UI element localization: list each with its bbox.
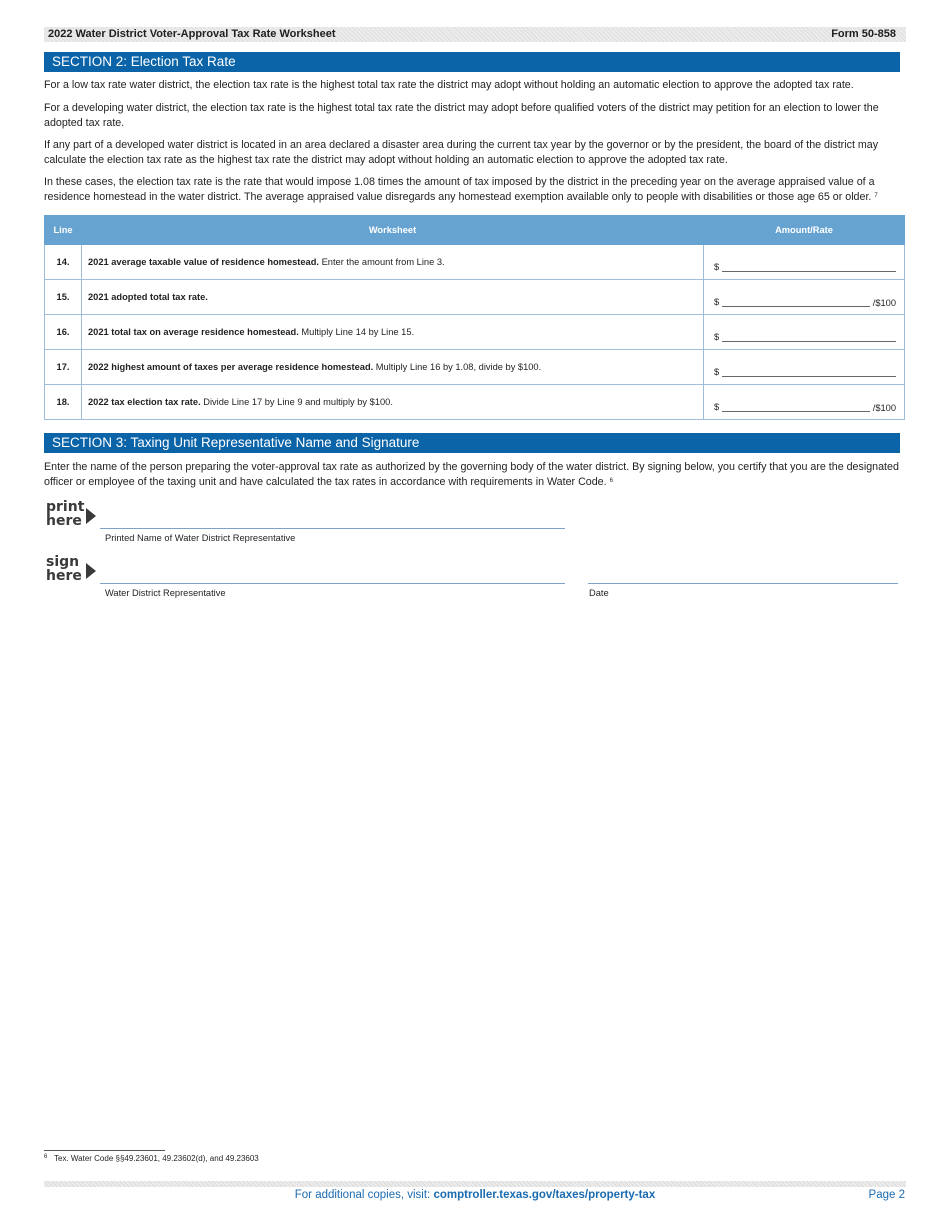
table-row <box>45 315 905 350</box>
header-amount-rate: Amount/Rate <box>704 216 905 245</box>
comptroller-link[interactable]: comptroller.texas.gov/taxes/property-tax <box>433 1189 656 1201</box>
table-row <box>45 280 905 315</box>
footnote-6: 6 Tex. Water Code §§49.23601, 49.23602(d), and 49.23603 <box>44 1154 259 1163</box>
footnote-divider <box>44 1150 165 1151</box>
table-row <box>45 385 905 420</box>
section-2-paragraph-1: For a low tax rate water district, the election tax rate is the highest total tax rate the district may adopt without holding an automatic election to approve the adopted tax rate. <box>44 79 854 91</box>
line-description: 2021 total tax on average residence homestead. Multiply Line 14 by Line 15. <box>82 315 704 350</box>
line-number: 18. <box>45 385 82 420</box>
page-number: Page 2 <box>868 1189 905 1201</box>
arrow-right-icon <box>86 508 96 524</box>
worksheet-table <box>44 215 905 420</box>
amount-field-line-17[interactable]: $ <box>704 350 905 385</box>
line-number: 15. <box>45 280 82 315</box>
table-header-row <box>45 216 905 245</box>
table-row <box>45 350 905 385</box>
printed-name-field[interactable] <box>100 528 565 529</box>
date-label: Date <box>589 588 609 598</box>
section-2-paragraph-3: If any part of a developed water district is located in an area declared a disaster area during the current tax year by the governor or by the president, the board of the district may calculate the election tax rate as the highest tax rate the district may adopt without holding an automatic election to approve the adopted tax rate. <box>44 139 879 166</box>
header-worksheet: Worksheet <box>82 216 704 245</box>
line-description: 2021 average taxable value of residence homestead. Enter the amount from Line 3. <box>82 245 704 280</box>
amount-field-line-14[interactable]: $ <box>704 245 905 280</box>
line-description: 2021 adopted total tax rate. <box>82 280 704 315</box>
section-3-paragraph: Enter the name of the person preparing the voter-approval tax rate as authorized by the governing body of the water district. By signing below, you certify that you are the designated officer or employee of the taxing unit and have calculated the tax rates in accordance with requirements in Water Code. $^6$ <box>44 461 899 488</box>
footer-strip <box>44 1181 906 1187</box>
representative-label: Water District Representative <box>105 588 226 598</box>
form-number: Form 50-858 <box>831 28 896 40</box>
amount-field-line-15[interactable]: $ /$100 <box>704 280 905 315</box>
footnote-ref-7: 7 <box>874 193 878 199</box>
line-description: 2022 tax election tax rate. Divide Line 17 by Line 9 and multiply by $100. <box>82 385 704 420</box>
arrow-right-icon <box>86 563 96 579</box>
line-number: 14. <box>45 245 82 280</box>
section-2-header: SECTION 2: Election Tax Rate <box>44 52 900 72</box>
footer-copies-text: For additional copies, visit: comptroller.texas.gov/taxes/property-tax <box>294 1189 656 1201</box>
print-here-stamp: print here <box>46 500 84 528</box>
signature-field[interactable] <box>100 583 565 584</box>
section-3-header: SECTION 3: Taxing Unit Representative Name and Signature <box>44 433 900 453</box>
sign-here-stamp: sign here <box>46 555 82 583</box>
line-number: 16. <box>45 315 82 350</box>
section-2-paragraph-4: In these cases, the election tax rate is the rate that would impose 1.08 times the amount of tax imposed by the district in the preceding year on the average appraised value of a residence homestead in the water district. The average appraised value disregards any homestead exemption available only to people with disabilities or those age 65 or older. $^7$ <box>44 176 878 203</box>
footnote-ref-6: 6 <box>609 478 613 484</box>
amount-field-line-18[interactable]: $ /$100 <box>704 385 905 420</box>
header-strip <box>44 27 906 42</box>
line-description: 2022 highest amount of taxes per average residence homestead. Multiply Line 16 by 1.08, divide by $100. <box>82 350 704 385</box>
date-field[interactable] <box>588 583 898 584</box>
table-row <box>45 245 905 280</box>
printed-name-label: Printed Name of Water District Representative <box>105 533 296 543</box>
form-title: 2022 Water District Voter-Approval Tax Rate Worksheet <box>48 28 336 40</box>
line-number: 17. <box>45 350 82 385</box>
section-2-paragraph-2: For a developing water district, the election tax rate is the highest total tax rate the district may adopt before qualified voters of the district may petition for an election to lower the adopted tax rate. <box>44 102 879 129</box>
amount-field-line-16[interactable]: $ <box>704 315 905 350</box>
header-line: Line <box>45 216 82 245</box>
